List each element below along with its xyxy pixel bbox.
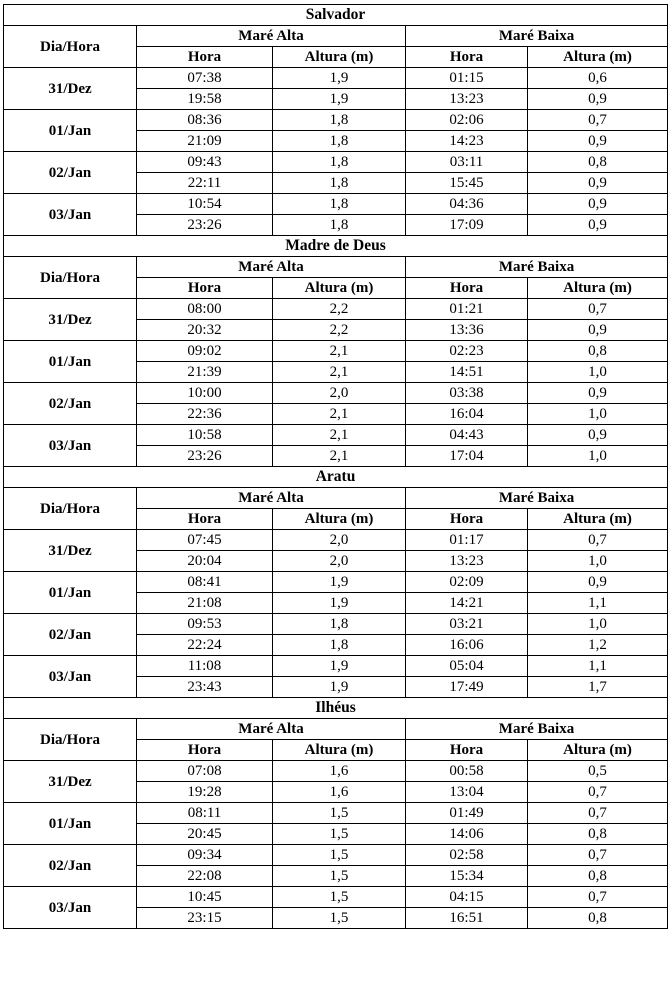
low-tide-height: 0,9 [528, 194, 668, 215]
low-tide-time: 14:06 [406, 824, 528, 845]
tide-tables [3, 4, 667, 929]
low-tide-time: 04:15 [406, 887, 528, 908]
low-tide-time: 05:04 [406, 656, 528, 677]
day-label: 03/Jan [4, 425, 137, 467]
high-tide-time: 09:34 [137, 845, 273, 866]
high-tide-time: 08:11 [137, 803, 273, 824]
low-tide-time: 16:06 [406, 635, 528, 656]
low-tide-time: 01:21 [406, 299, 528, 320]
low-tide-time: 02:06 [406, 110, 528, 131]
day-label: 31/Dez [4, 68, 137, 110]
day-label: 02/Jan [4, 152, 137, 194]
day-label: 02/Jan [4, 845, 137, 887]
low-tide-height: 0,9 [528, 425, 668, 446]
high-tide-height: 1,5 [273, 845, 406, 866]
high-tide-height: 1,5 [273, 908, 406, 929]
table-row [4, 530, 668, 551]
mare-baixa-header: Maré Baixa [406, 26, 668, 47]
low-tide-height: 0,7 [528, 530, 668, 551]
low-tide-time: 01:49 [406, 803, 528, 824]
mare-baixa-header: Maré Baixa [406, 257, 668, 278]
mare-alta-header: Maré Alta [137, 719, 406, 740]
high-tide-height: 2,0 [273, 551, 406, 572]
low-tide-height: 0,7 [528, 782, 668, 803]
high-tide-height: 1,8 [273, 110, 406, 131]
high-tide-time: 10:00 [137, 383, 273, 404]
high-tide-time: 20:32 [137, 320, 273, 341]
high-tide-time: 19:28 [137, 782, 273, 803]
dia-hora-header: Dia/Hora [4, 26, 137, 68]
low-tide-height: 0,9 [528, 89, 668, 110]
day-label: 31/Dez [4, 299, 137, 341]
tide-table-1 [3, 4, 668, 236]
high-tide-height: 1,5 [273, 866, 406, 887]
high-tide-time: 10:58 [137, 425, 273, 446]
high-tide-height: 1,8 [273, 131, 406, 152]
location-name: Aratu [4, 467, 668, 488]
low-tide-time: 13:23 [406, 89, 528, 110]
low-tide-height: 1,0 [528, 404, 668, 425]
high-tide-height: 1,8 [273, 614, 406, 635]
low-tide-height: 1,0 [528, 614, 668, 635]
table-row [4, 614, 668, 635]
low-tide-height: 0,7 [528, 299, 668, 320]
table-row [4, 383, 668, 404]
high-tide-time: 21:08 [137, 593, 273, 614]
high-tide-time: 08:41 [137, 572, 273, 593]
dia-hora-header: Dia/Hora [4, 719, 137, 761]
mare-baixa-header: Maré Baixa [406, 488, 668, 509]
low-tide-time: 01:15 [406, 68, 528, 89]
altura-header: Altura (m) [528, 509, 668, 530]
group-header-row [4, 257, 668, 278]
high-tide-height: 1,9 [273, 593, 406, 614]
table-row [4, 572, 668, 593]
day-label: 03/Jan [4, 887, 137, 929]
location-name: Ilhéus [4, 698, 668, 719]
high-tide-time: 07:08 [137, 761, 273, 782]
altura-header: Altura (m) [273, 740, 406, 761]
low-tide-height: 0,8 [528, 152, 668, 173]
low-tide-height: 0,8 [528, 824, 668, 845]
table-row [4, 110, 668, 131]
table-row [4, 194, 668, 215]
high-tide-height: 1,6 [273, 782, 406, 803]
low-tide-height: 1,1 [528, 656, 668, 677]
hora-header: Hora [406, 47, 528, 68]
day-label: 03/Jan [4, 656, 137, 698]
altura-header: Altura (m) [528, 740, 668, 761]
mare-alta-header: Maré Alta [137, 26, 406, 47]
altura-header: Altura (m) [273, 47, 406, 68]
table-row [4, 761, 668, 782]
low-tide-time: 04:36 [406, 194, 528, 215]
dia-hora-header: Dia/Hora [4, 488, 137, 530]
high-tide-time: 09:53 [137, 614, 273, 635]
low-tide-height: 0,8 [528, 341, 668, 362]
low-tide-height: 0,5 [528, 761, 668, 782]
low-tide-time: 03:21 [406, 614, 528, 635]
high-tide-height: 1,9 [273, 677, 406, 698]
high-tide-time: 22:24 [137, 635, 273, 656]
table-row [4, 887, 668, 908]
table-row [4, 845, 668, 866]
high-tide-time: 10:45 [137, 887, 273, 908]
low-tide-height: 1,0 [528, 551, 668, 572]
low-tide-height: 0,7 [528, 803, 668, 824]
low-tide-time: 02:23 [406, 341, 528, 362]
high-tide-time: 07:45 [137, 530, 273, 551]
high-tide-height: 2,2 [273, 299, 406, 320]
tide-table-4 [3, 697, 668, 929]
low-tide-time: 14:51 [406, 362, 528, 383]
group-header-row [4, 488, 668, 509]
low-tide-height: 1,7 [528, 677, 668, 698]
high-tide-height: 2,0 [273, 530, 406, 551]
low-tide-time: 03:11 [406, 152, 528, 173]
high-tide-time: 23:26 [137, 446, 273, 467]
high-tide-height: 2,1 [273, 362, 406, 383]
table-row [4, 803, 668, 824]
high-tide-time: 11:08 [137, 656, 273, 677]
hora-header: Hora [137, 47, 273, 68]
high-tide-height: 1,8 [273, 152, 406, 173]
low-tide-time: 01:17 [406, 530, 528, 551]
day-label: 02/Jan [4, 614, 137, 656]
day-label: 03/Jan [4, 194, 137, 236]
table-row [4, 341, 668, 362]
table-row [4, 656, 668, 677]
mare-baixa-header: Maré Baixa [406, 719, 668, 740]
high-tide-height: 1,9 [273, 89, 406, 110]
high-tide-time: 08:36 [137, 110, 273, 131]
tide-table-2 [3, 235, 668, 467]
high-tide-height: 1,8 [273, 194, 406, 215]
altura-header: Altura (m) [273, 278, 406, 299]
hora-header: Hora [406, 740, 528, 761]
high-tide-height: 2,1 [273, 341, 406, 362]
high-tide-time: 23:43 [137, 677, 273, 698]
low-tide-height: 0,7 [528, 110, 668, 131]
low-tide-time: 14:23 [406, 131, 528, 152]
low-tide-time: 17:04 [406, 446, 528, 467]
location-name: Madre de Deus [4, 236, 668, 257]
hora-header: Hora [137, 278, 273, 299]
high-tide-height: 2,1 [273, 425, 406, 446]
tide-table-3 [3, 466, 668, 698]
high-tide-time: 23:26 [137, 215, 273, 236]
high-tide-height: 1,5 [273, 887, 406, 908]
low-tide-height: 0,9 [528, 215, 668, 236]
low-tide-time: 16:51 [406, 908, 528, 929]
high-tide-time: 22:08 [137, 866, 273, 887]
table-row [4, 68, 668, 89]
altura-header: Altura (m) [273, 509, 406, 530]
high-tide-time: 20:45 [137, 824, 273, 845]
high-tide-height: 2,1 [273, 446, 406, 467]
high-tide-height: 2,2 [273, 320, 406, 341]
low-tide-time: 13:36 [406, 320, 528, 341]
high-tide-time: 23:15 [137, 908, 273, 929]
low-tide-time: 17:09 [406, 215, 528, 236]
day-label: 01/Jan [4, 572, 137, 614]
low-tide-height: 1,1 [528, 593, 668, 614]
table-row [4, 425, 668, 446]
high-tide-height: 1,6 [273, 761, 406, 782]
low-tide-height: 0,6 [528, 68, 668, 89]
low-tide-height: 0,9 [528, 383, 668, 404]
high-tide-height: 1,5 [273, 824, 406, 845]
low-tide-height: 0,7 [528, 845, 668, 866]
hora-header: Hora [406, 278, 528, 299]
high-tide-height: 1,8 [273, 173, 406, 194]
high-tide-time: 09:02 [137, 341, 273, 362]
high-tide-time: 21:09 [137, 131, 273, 152]
day-label: 31/Dez [4, 761, 137, 803]
high-tide-height: 2,0 [273, 383, 406, 404]
low-tide-height: 0,8 [528, 908, 668, 929]
high-tide-height: 1,9 [273, 572, 406, 593]
low-tide-height: 0,8 [528, 866, 668, 887]
high-tide-height: 1,9 [273, 656, 406, 677]
day-label: 01/Jan [4, 803, 137, 845]
high-tide-height: 2,1 [273, 404, 406, 425]
high-tide-time: 10:54 [137, 194, 273, 215]
low-tide-height: 0,9 [528, 320, 668, 341]
high-tide-time: 22:11 [137, 173, 273, 194]
low-tide-time: 13:23 [406, 551, 528, 572]
low-tide-time: 13:04 [406, 782, 528, 803]
table-row [4, 299, 668, 320]
location-title-row [4, 467, 668, 488]
high-tide-time: 08:00 [137, 299, 273, 320]
day-label: 01/Jan [4, 110, 137, 152]
low-tide-height: 1,0 [528, 446, 668, 467]
high-tide-height: 1,8 [273, 635, 406, 656]
low-tide-height: 0,9 [528, 131, 668, 152]
high-tide-height: 1,5 [273, 803, 406, 824]
dia-hora-header: Dia/Hora [4, 257, 137, 299]
low-tide-time: 14:21 [406, 593, 528, 614]
low-tide-height: 0,9 [528, 173, 668, 194]
low-tide-time: 03:38 [406, 383, 528, 404]
hora-header: Hora [137, 740, 273, 761]
low-tide-time: 04:43 [406, 425, 528, 446]
high-tide-time: 09:43 [137, 152, 273, 173]
high-tide-time: 20:04 [137, 551, 273, 572]
low-tide-time: 02:58 [406, 845, 528, 866]
low-tide-height: 0,7 [528, 887, 668, 908]
altura-header: Altura (m) [528, 47, 668, 68]
high-tide-height: 1,9 [273, 68, 406, 89]
day-label: 01/Jan [4, 341, 137, 383]
low-tide-time: 15:45 [406, 173, 528, 194]
day-label: 02/Jan [4, 383, 137, 425]
mare-alta-header: Maré Alta [137, 488, 406, 509]
table-row [4, 152, 668, 173]
low-tide-time: 16:04 [406, 404, 528, 425]
low-tide-time: 02:09 [406, 572, 528, 593]
low-tide-height: 1,2 [528, 635, 668, 656]
low-tide-time: 00:58 [406, 761, 528, 782]
location-title-row [4, 236, 668, 257]
low-tide-height: 1,0 [528, 362, 668, 383]
high-tide-time: 22:36 [137, 404, 273, 425]
group-header-row [4, 719, 668, 740]
high-tide-time: 21:39 [137, 362, 273, 383]
hora-header: Hora [137, 509, 273, 530]
group-header-row [4, 26, 668, 47]
low-tide-height: 0,9 [528, 572, 668, 593]
low-tide-time: 17:49 [406, 677, 528, 698]
location-name: Salvador [4, 5, 668, 26]
location-title-row [4, 698, 668, 719]
low-tide-time: 15:34 [406, 866, 528, 887]
hora-header: Hora [406, 509, 528, 530]
day-label: 31/Dez [4, 530, 137, 572]
location-title-row [4, 5, 668, 26]
high-tide-height: 1,8 [273, 215, 406, 236]
high-tide-time: 07:38 [137, 68, 273, 89]
high-tide-time: 19:58 [137, 89, 273, 110]
mare-alta-header: Maré Alta [137, 257, 406, 278]
altura-header: Altura (m) [528, 278, 668, 299]
